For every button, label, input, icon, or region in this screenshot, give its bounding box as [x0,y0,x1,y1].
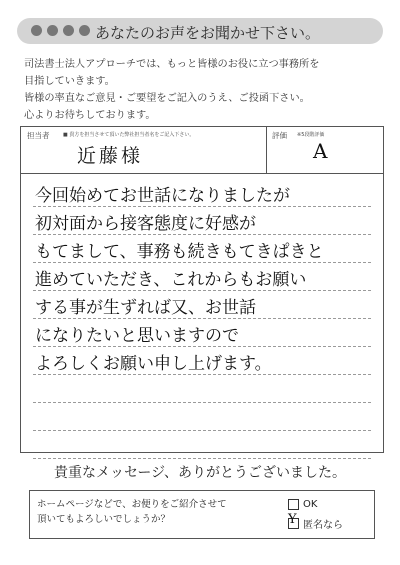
staff-name-field[interactable]: 近藤様 [77,145,144,167]
dot-icon [31,25,42,36]
rating-label: 評価 [272,131,287,140]
form-header [21,127,383,174]
question-line: ホームページなどで、お便りをご紹介させて [37,499,227,510]
dot-icon [63,25,74,36]
comment-text: 初対面から接客態度に好感が [35,214,256,234]
staff-label: 担当者 [27,131,50,140]
comment-line [33,263,371,291]
intro-line: 司法書士法人アプローチでは、もっと皆様のお役に立つ事務所を [24,59,320,70]
header-divider [266,127,267,173]
rating-note: ※5段階評価 [297,132,325,138]
comment-line [33,319,371,347]
intro-line: 目指していきます。 [24,76,115,87]
thanks-message: 貴重なメッセージ、ありがとうございました。 [53,465,347,481]
header-banner [17,18,383,44]
comment-line [33,431,371,459]
comment-text: する事が生ずれば又、お世話 [35,298,256,318]
anonymous-label: 匿名なら [303,520,343,531]
comment-line [33,207,371,235]
header-dots [31,25,90,36]
intro-line: 心よりお待ちしております。 [24,110,156,121]
comment-text: 今回始めてお世話になりましたが [35,186,290,206]
permission-question [37,497,227,527]
ok-checkbox[interactable] [288,499,299,510]
comment-text: 進めていただき、これからもお願い [35,270,307,290]
rating-field[interactable]: A [313,139,328,163]
comment-line [33,179,371,207]
option-anonymous[interactable] [288,512,343,531]
comment-line [33,347,371,375]
comment-text: になりたいと思いますので [35,326,239,346]
question-line: 頂いてもよろしいでしょうか？ [37,514,171,525]
intro-text [24,56,379,124]
page-title: あなたのお声をお聞かせ下さい。 [95,24,321,42]
comment-line [33,403,371,431]
anonymous-checkbox[interactable] [288,512,299,529]
comment-line [33,291,371,319]
feedback-form [20,126,384,453]
staff-note: ■ 貴方を担当させて頂いた弊社担当者名をご記入下さい。 [63,132,195,138]
permission-box [29,490,375,539]
dot-icon [47,25,58,36]
option-ok[interactable] [288,499,317,510]
checkmark-icon: Y [288,512,297,527]
intro-line: 皆様の率直なご意見・ご要望をご記入のうえ、ご投函下さい。 [24,93,310,104]
ok-label: OK [303,499,318,510]
dot-icon [79,25,90,36]
comment-text: もてまして、事務も続きもてきぱきと [35,242,324,262]
comment-line [33,375,371,403]
comment-line [33,235,371,263]
comment-text: よろしくお願い申し上げます。 [35,354,272,374]
comment-area[interactable] [33,179,371,459]
